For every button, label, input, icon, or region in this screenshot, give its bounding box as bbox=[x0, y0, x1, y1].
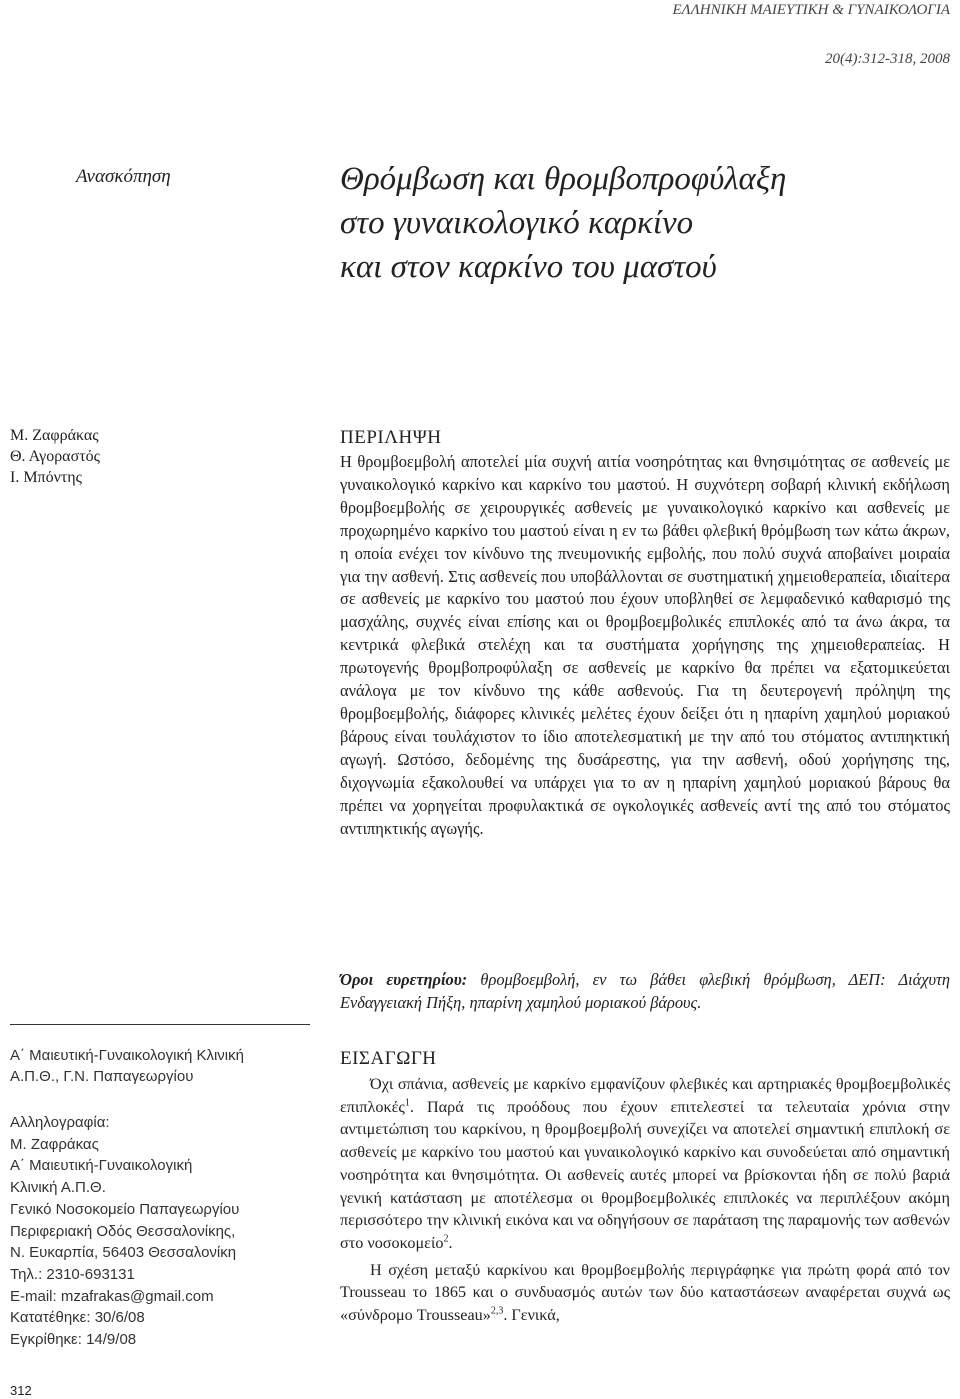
citation-ref: 2 bbox=[443, 1233, 449, 1245]
article-title-line: και στον καρκίνο του μαστού bbox=[340, 249, 717, 285]
abstract-heading: ΠΕΡΙΛΗΨΗ bbox=[340, 427, 442, 448]
paragraph-text: . bbox=[448, 1233, 453, 1252]
correspondence-line: Α΄ Μαιευτική-Γυναικολογική bbox=[10, 1157, 193, 1175]
paragraph-text: . Γενικά, bbox=[503, 1306, 560, 1325]
correspondence-line: Γενικό Νοσοκομείο Παπαγεωργίου bbox=[10, 1200, 240, 1218]
author-name: Θ. Αγοραστός bbox=[10, 448, 100, 465]
journal-citation: 20(4):312-318, 2008 bbox=[825, 51, 950, 67]
affiliation bbox=[10, 1045, 315, 1087]
citation-ref: 2,3 bbox=[490, 1305, 504, 1317]
article-title-line: Θρόμβωση και θρομβοπροφύλαξη bbox=[340, 161, 787, 197]
paragraph bbox=[340, 1259, 950, 1327]
keywords bbox=[340, 969, 950, 1014]
affiliation-line: Α΄ Μαιευτική-Γυναικολογική Κλινική bbox=[10, 1047, 244, 1064]
affiliation-line: Α.Π.Θ., Γ.Ν. Παπαγεωργίου bbox=[10, 1068, 194, 1085]
paragraph-text: Όχι σπάνια, ασθενείς με καρκίνο εμφανίζουν φλεβικές και αρτηριακές θρομβοεμβολικές επιπλοκές bbox=[340, 1075, 950, 1116]
correspondence-block bbox=[10, 1112, 315, 1351]
introduction-heading: ΕΙΣΑΓΩΓΗ bbox=[340, 1048, 437, 1069]
author-list bbox=[10, 425, 100, 488]
abstract-text: Η θρομβοεμβολή αποτελεί μία συχνή αιτία νοσηρότητας και θνησιμότητας σε ασθενείς με γυναικολογικό καρκίνο και καρκίνο του μαστού. Η συχνότερη σοβαρή κλινική εκδήλωση θρομβοεμβολής σε χειρουργικές ασθενείς με γυναικολογικό καρκίνο και ασθενείς με προχωρημένο καρκίνο του μαστού είναι η εν τω βάθει φλεβική θρόμβωση των κάτω άκρων, η οποία ενέχει τον κίνδυνο της πνευμονικής εμβολής, που πολύ συχνά αποβαίνει μοιραία για την ασθενή. Στις ασθενείς που υποβάλλονται σε συστηματική χημειοθεραπεία, ιδιαίτερα σε ασθενείς με καρκίνο του μαστού που έχουν υποβληθεί σε λεμφαδενικό καθαρισμό της μασχάλης, συχνές είναι επίσης και οι θρομβοεμβολικές επιπλοκές από τα άνω άκρα, τα κεντρικά φλεβικά στελέχη και τα συστήματα χορήγησης της χημειοθεραπείας. Η πρωτογενής θρομβοπροφύλαξη σε ασθενείς με καρκίνο θα πρέπει να εξατομικεύεται ανάλογα με τον κίνδυνο της κάθε ασθενούς. Για τη δευτερογενή πρόληψη της θρομβοεμβολής, διάφορες κλινικές μελέτες έχουν δείξει ότι η ηπαρίνη χαμηλού μοριακού βάρους είναι τουλάχιστον το ίδιο αποτελεσματική με την από του στόματος αντιπηκτική αγωγή. Ωστόσο, δεδομένης της δυσάρεστης, για την ασθενή, οδού χορήγησης της, διχογνωμία εξακολουθεί να υπάρχει για το αν η ηπαρίνη χαμηλού μοριακού βάρους θα πρέπει να χορηγείται προφυλακτικά σε ογκολογικές ασθενείς αντί της από του στόματος αντιπηκτικής αγωγής. bbox=[340, 452, 950, 838]
keywords-label: Όροι ευρετηρίου: bbox=[340, 970, 468, 989]
introduction-text bbox=[340, 1073, 950, 1327]
paragraph bbox=[340, 1073, 950, 1255]
page-number: 312 bbox=[10, 1383, 32, 1398]
correspondence-label: Αλληλογραφία: bbox=[10, 1114, 110, 1131]
correspondence-email[interactable]: E-mail: mzafrakas@gmail.com bbox=[10, 1287, 214, 1305]
keywords-text: θρομβοεμβολή, εν τω βάθει φλεβική θρόμβωση, ΔΕΠ: Διάχυτη Ενδαγγειακή Πήξη, ηπαρίνη χαμηλού μοριακού βάρους. bbox=[340, 970, 950, 1012]
article-title-line: στο γυναικολογικό καρκίνο bbox=[340, 205, 694, 241]
author-name: Μ. Ζαφράκας bbox=[10, 427, 99, 444]
author-name: Ι. Μπόντης bbox=[10, 469, 82, 486]
affiliation-divider bbox=[10, 1024, 310, 1025]
submission-date: Κατατέθηκε: 30/6/08 bbox=[10, 1309, 145, 1327]
article-title bbox=[340, 157, 786, 289]
correspondence-line: Κλινική Α.Π.Θ. bbox=[10, 1179, 106, 1197]
paragraph-text: . Παρά τις προόδους που έχουν επιτελεστεί τα τελευταία χρόνια στην αντιμετώπιση του καρκίνου, η θρομβοεμβολή συνεχίζει να αποτελεί σημαντική επιπλοκή σε ασθενείς με καρκίνο του μαστού και γυναικολογικό καρκίνο και συνοδεύεται από σημαντική νοσηρότητα και θνησιμότητα. Οι ασθενείς αυτές μπορεί να βρίσκονται ήδη σε πολύ βαριά γενική κατάσταση με αποτέλεσμα οι θρομβοεμβολικές επιπλοκές να περιπλέξουν ακόμη περισσότερο την κλινική εικόνα και να οδηγήσουν σε παράταση της παραμονής των ασθενών στο νοσοκομείο bbox=[340, 1097, 950, 1252]
correspondence-line: Ν. Ευκαρπία, 56403 Θεσσαλονίκη bbox=[10, 1244, 237, 1262]
article-type: Ανασκόπηση bbox=[76, 166, 171, 187]
correspondence-line: Τηλ.: 2310-693131 bbox=[10, 1265, 135, 1283]
correspondence-line: Μ. Ζαφράκας bbox=[10, 1135, 99, 1153]
citation-ref: 1 bbox=[404, 1097, 410, 1109]
correspondence-line: Περιφεριακή Οδός Θεσσαλονίκης, bbox=[10, 1222, 236, 1240]
journal-name: ΕΛΛΗΝΙΚΗ ΜΑΙΕΥΤΙΚΗ & ΓΥΝΑΙΚΟΛΟΓΙΑ bbox=[672, 2, 950, 18]
paragraph-text: Η σχέση μεταξύ καρκίνου και θρομβοεμβολής περιγράφηκε για πρώτη φορά από τον Trousseau το 1865 και ο συνδυασμός αυτών των δύο καταστάσεων αναφέρεται συχνά ως «σύνδρομο Trousseau» bbox=[340, 1260, 950, 1325]
acceptance-date: Εγκρίθηκε: 14/9/08 bbox=[10, 1331, 137, 1349]
